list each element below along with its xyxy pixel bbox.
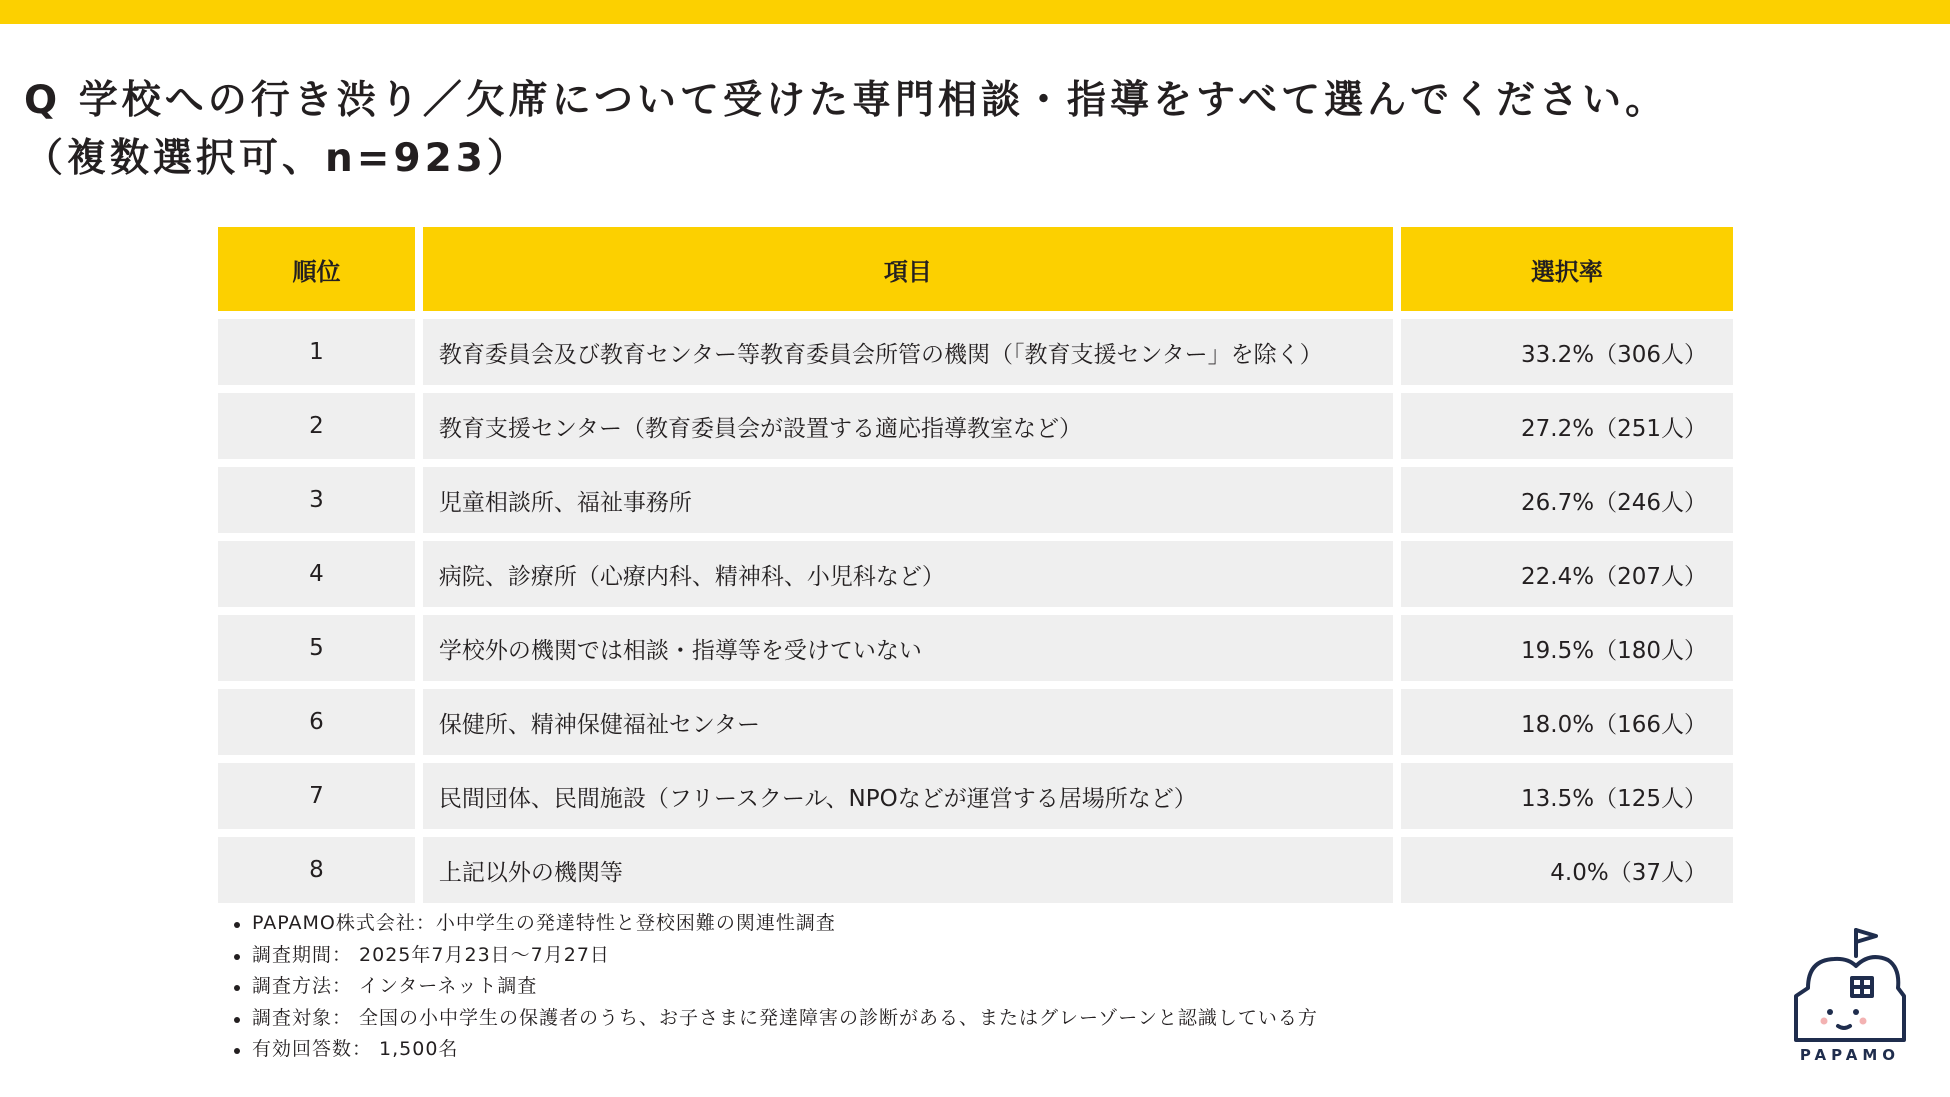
item-cell: 学校外の機関では相談・指導等を受けていない [423,615,1393,681]
table-row [218,319,1733,385]
item-cell: 病院、診療所（心療内科、精神科、小児科など） [423,541,1393,607]
table-row [218,541,1733,607]
header-rate: 選択率 [1401,227,1733,311]
item-cell: 保健所、精神保健福祉センター [423,689,1393,755]
note-method: 調査方法： インターネット調査 [232,971,1318,1003]
results-table [218,227,1733,911]
survey-notes [232,908,1318,1066]
rank-cell: 6 [218,689,415,755]
rate-cell: 19.5%（180人） [1401,615,1733,681]
rank-cell: 1 [218,319,415,385]
note-target: 調査対象： 全国の小中学生の保護者のうち、お子さまに発達障害の診断がある、またはグレーゾーンと認識している方 [232,1003,1318,1035]
item-cell: 教育委員会及び教育センター等教育委員会所管の機関（「教育支援センター」を除く） [423,319,1393,385]
table-row [218,615,1733,681]
note-company: PAPAMO株式会社：小中学生の発達特性と登校困難の関連性調査 [232,908,1318,940]
rate-cell: 26.7%（246人） [1401,467,1733,533]
item-cell: 民間団体、民間施設（フリースクール、NPOなどが運営する居場所など） [423,763,1393,829]
item-cell: 児童相談所、福祉事務所 [423,467,1393,533]
note-period: 調査期間： 2025年7月23日〜7月27日 [232,940,1318,972]
item-cell: 教育支援センター（教育委員会が設置する適応指導教室など） [423,393,1393,459]
rate-cell: 18.0%（166人） [1401,689,1733,755]
table-row [218,837,1733,903]
question-line-2: （複数選択可、n=923） [24,136,530,181]
logo-wordmark: PAPAMO [1799,1046,1901,1064]
rate-cell: 13.5%（125人） [1401,763,1733,829]
rank-cell: 7 [218,763,415,829]
table-row [218,467,1733,533]
question-line-1: Q 学校への行き渋り／欠席について受けた専門相談・指導をすべて選んでください。 [24,78,1669,123]
table-row [218,393,1733,459]
rate-cell: 33.2%（306人） [1401,319,1733,385]
rank-cell: 2 [218,393,415,459]
item-cell: 上記以外の機関等 [423,837,1393,903]
rank-cell: 8 [218,837,415,903]
header-item: 項目 [423,227,1393,311]
rank-cell: 3 [218,467,415,533]
rate-cell: 4.0%（37人） [1401,837,1733,903]
rank-cell: 5 [218,615,415,681]
rate-cell: 27.2%（251人） [1401,393,1733,459]
house-with-flag-icon [1788,926,1912,1044]
papamo-logo [1782,926,1918,1066]
rate-cell: 22.4%（207人） [1401,541,1733,607]
table-row [218,689,1733,755]
top-accent-bar [0,0,1950,24]
note-responses: 有効回答数： 1,500名 [232,1034,1318,1066]
question-title [24,72,1668,188]
table-header-row [218,227,1733,311]
table-row [218,763,1733,829]
header-rank: 順位 [218,227,415,311]
rank-cell: 4 [218,541,415,607]
